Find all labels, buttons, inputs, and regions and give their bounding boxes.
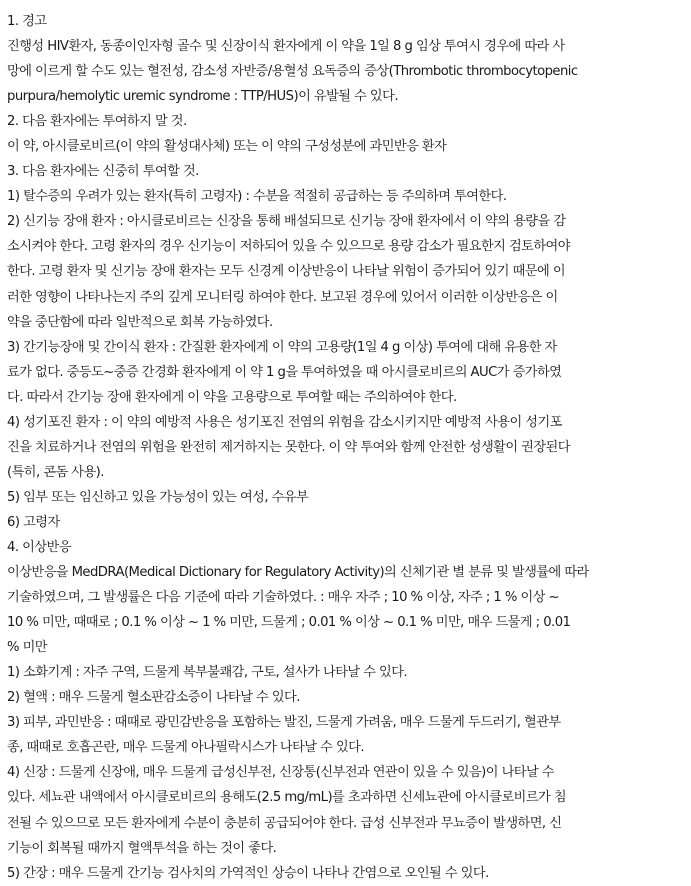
text-line: 이상반응을 MedDRA(Medical Dictionary for Regulatory Activity)의 신체기관 별 분류 및 발생률에 따라 — [7, 565, 589, 581]
text-line: 1) 소화기계 : 자주 구역, 드물게 복부불쾌감, 구토, 설사가 나타날 수 있다. — [7, 665, 408, 681]
text-line: 기능이 회복될 때까지 혈액투석을 하는 것이 좋다. — [7, 840, 277, 856]
text-line: 소시켜야 한다. 고령 환자의 경우 신기능이 저하되어 있을 수 있으므로 용량 감소가 필요한지 검토하여야 — [7, 239, 570, 255]
text-line: 한다. 고령 환자 및 신기능 장애 환자는 모두 신경계 이상반응이 나타날 위험이 증가되어 있기 때문에 이 — [7, 264, 566, 280]
text-line: (특히, 콘돔 사용). — [7, 464, 104, 480]
section-heading-adverse-reactions: 4. 이상반응 — [7, 539, 71, 555]
text-line: 료가 없다. 중등도~중증 간경화 환자에게 이 약 1 g을 투여하였을 때 아시클로비르의 AUC가 증가하였 — [7, 364, 562, 380]
text-line: 6) 고령자 — [7, 514, 60, 530]
text-line: 이 약, 아시클로비르(이 약의 활성대사체) 또는 이 약의 구성성분에 과민반응 환자 — [7, 139, 447, 155]
section-heading-contraindications: 2. 다음 환자에는 투여하지 말 것. — [7, 114, 187, 130]
text-line: 있다. 세뇨관 내액에서 아시클로비르의 용해도(2.5 mg/mL)를 초과하면 신세뇨관에 아시클로비르가 침 — [7, 790, 567, 806]
text-line: 4) 성기포진 환자 : 이 약의 예방적 사용은 성기포진 전염의 위험을 감소시키지만 예방적 사용이 성기포 — [7, 414, 562, 430]
text-line: 전될 수 있으므로 모든 환자에게 수분이 충분히 공급되어야 한다. 급성 신부전과 무뇨증이 발생하면, 신 — [7, 815, 562, 831]
text-line: 약을 중단함에 따라 일반적으로 회복 가능하였다. — [7, 314, 273, 330]
text-line: 10 % 미만, 때때로 ; 0.1 % 이상 ~ 1 % 미만, 드물게 ; 0.01 % 이상 ~ 0.1 % 미만, 매우 드물게 ; 0.01 — [7, 615, 571, 631]
text-line: 다. 따라서 간기능 장애 환자에게 이 약을 고용량으로 투여할 때는 주의하여야 한다. — [7, 389, 457, 405]
section-heading-precautions: 3. 다음 환자에는 신중히 투여할 것. — [7, 164, 199, 180]
text-line: 망에 이르게 할 수도 있는 혈전성, 감소성 자반증/용혈성 요독증의 증상(Thrombotic thrombocytopenic — [7, 64, 578, 80]
text-line: 1) 탈수증의 우려가 있는 환자(특히 고령자) : 수분을 적절히 공급하는 등 주의하며 투여한다. — [7, 189, 507, 205]
text-line: 진행성 HIV환자, 동종이인자형 골수 및 신장이식 환자에게 이 약을 1일 8 g 임상 투여시 경우에 따라 사 — [7, 39, 565, 55]
text-line: 진을 치료하거나 전염의 위험을 완전히 제거하지는 못한다. 이 약 투여와 함께 안전한 성생활이 권장된다 — [7, 439, 570, 455]
text-line: 2) 신기능 장애 환자 : 아시클로비르는 신장을 통해 배설되므로 신기능 장애 환자에서 이 약의 용량을 감 — [7, 214, 566, 230]
text-line: 4) 신장 : 드물게 신장애, 매우 드물게 급성신부전, 신장통(신부전과 연관이 있을 수 있음)이 나타날 수 — [7, 765, 554, 781]
text-line: 5) 간장 : 매우 드물게 간기능 검사치의 가역적인 상승이 나타나 간염으로 오인될 수 있다. — [7, 865, 489, 881]
text-line: purpura/hemolytic uremic syndrome : TTP/HUS)이 유발될 수 있다. — [7, 89, 398, 105]
text-line: 러한 영향이 나타나는지 주의 깊게 모니터링 하여야 한다. 보고된 경우에 있어서 이러한 이상반응은 이 — [7, 289, 558, 305]
text-line: 종, 때때로 호흡곤란, 매우 드물게 아나필락시스가 나타날 수 있다. — [7, 740, 364, 756]
section-heading-warning: 1. 경고 — [7, 14, 47, 29]
text-line: 기술하였으며, 그 발생률은 다음 기준에 따라 기술하였다. : 매우 자주 ; 10 % 이상, 자주 ; 1 % 이상 ~ — [7, 590, 560, 606]
text-line: 5) 임부 또는 임신하고 있을 가능성이 있는 여성, 수유부 — [7, 489, 309, 505]
text-line: 3) 간기능장애 및 간이식 환자 : 간질환 환자에게 이 약의 고용량(1일 4 g 이상) 투여에 대해 유용한 자 — [7, 339, 557, 355]
text-line: 2) 혈액 : 매우 드물게 혈소판감소증이 나타날 수 있다. — [7, 690, 300, 706]
text-line: 3) 피부, 과민반응 : 때때로 광민감반응을 포함하는 발진, 드물게 가려움, 매우 드물게 두드러기, 혈관부 — [7, 715, 561, 731]
text-line: % 미만 — [7, 640, 48, 656]
